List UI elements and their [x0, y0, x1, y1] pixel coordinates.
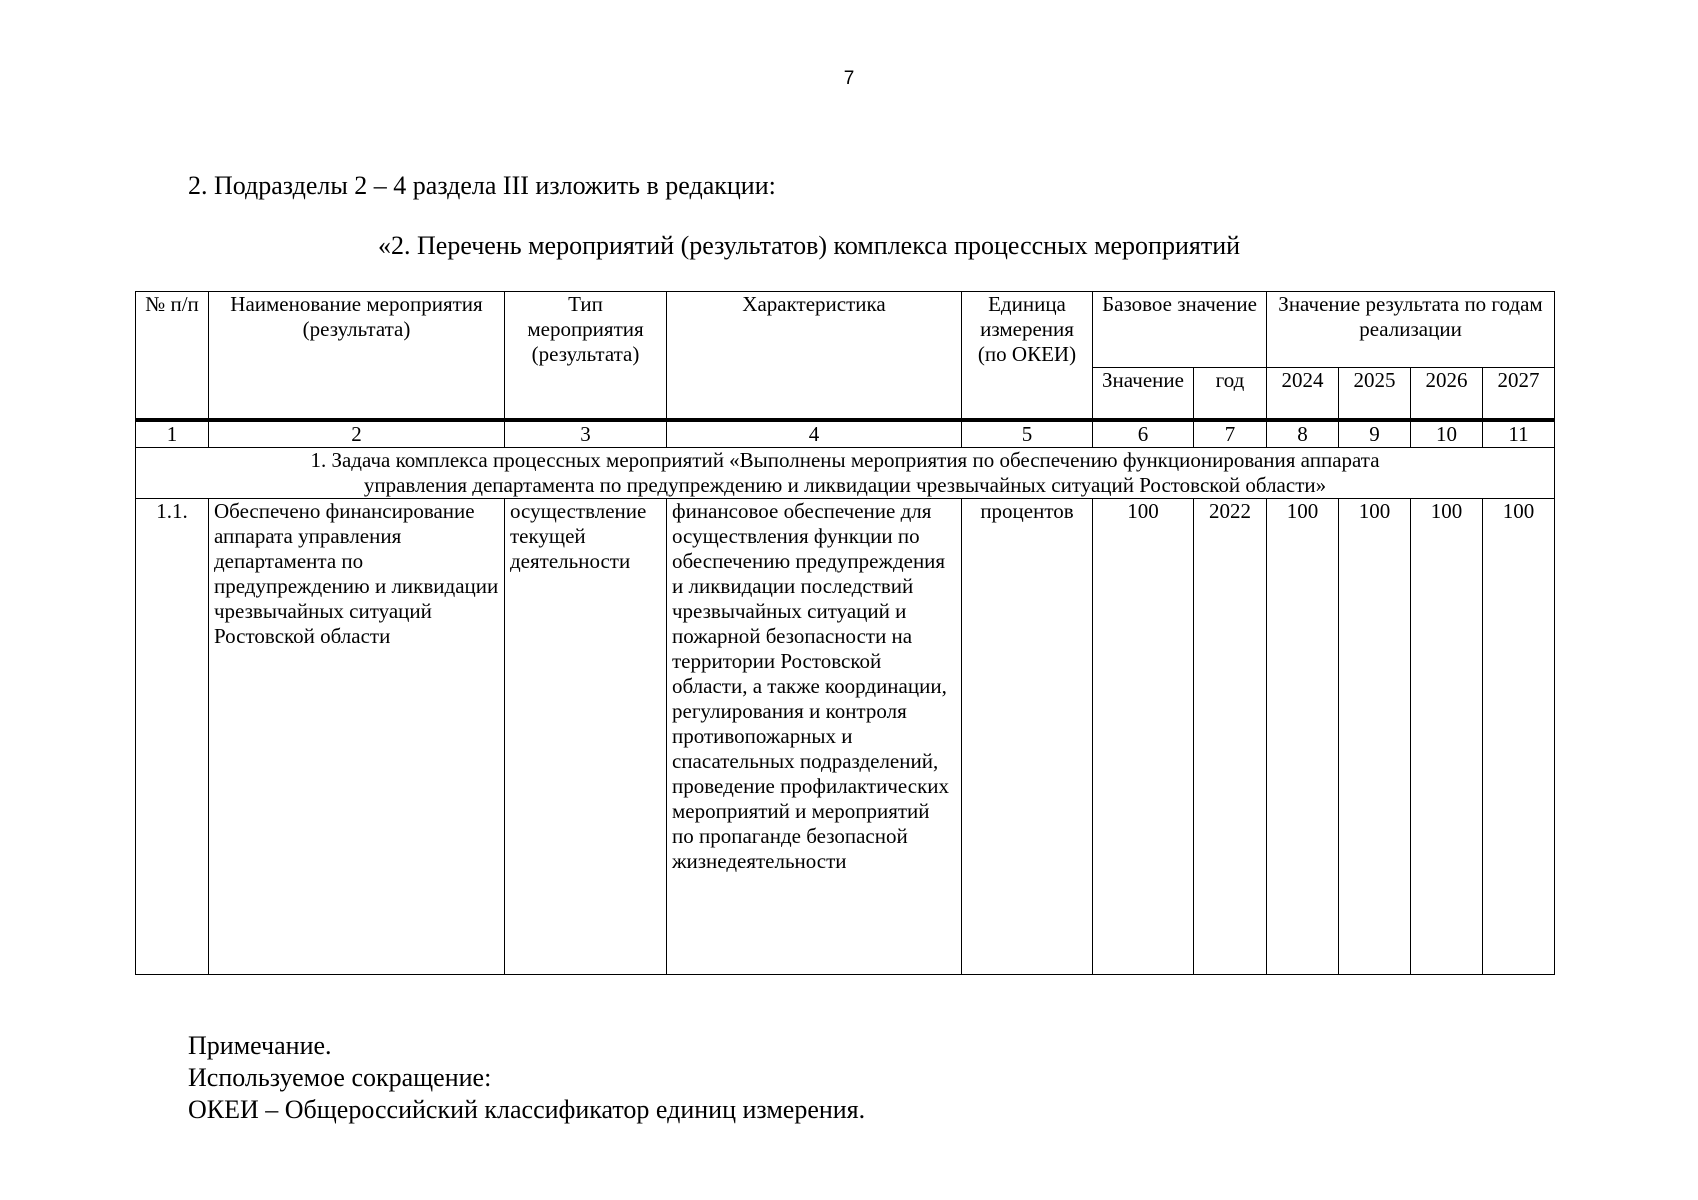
page-number: 7: [843, 68, 855, 89]
column-number-row: [136, 420, 1555, 448]
task-title: 1. Задача комплекса процессных мероприятий «Выполнены мероприятия по обеспечению функционирования аппарата управления департамента по предупреждению и ликвидации чрезвычайных ситуаций Ростовской области»: [136, 448, 1555, 499]
column-number: 3: [505, 420, 667, 448]
column-number: 9: [1339, 420, 1411, 448]
row-value-2025: 100: [1339, 499, 1411, 975]
header-row-1: [136, 292, 1555, 368]
header-year-2024: 2024: [1267, 368, 1339, 421]
row-name: Обеспечено финансирование аппарата управления департамента по предупреждению и ликвидации чрезвычайных ситуаций Ростовской области: [209, 499, 505, 975]
row-unit: процентов: [962, 499, 1093, 975]
column-number: 6: [1093, 420, 1194, 448]
row-num: 1.1.: [136, 499, 209, 975]
header-type: Тип мероприятия (результата): [505, 292, 667, 421]
header-unit: Единица измерения (по ОКЕИ): [962, 292, 1093, 421]
header-result-values: Значение результата по годам реализации: [1267, 292, 1555, 368]
note-abbreviation-label: Используемое сокращение:: [188, 1063, 492, 1092]
column-number: 10: [1411, 420, 1483, 448]
task-row: [136, 448, 1555, 499]
note-title: Примечание.: [188, 1031, 332, 1060]
header-year-2025: 2025: [1339, 368, 1411, 421]
row-value-2026: 100: [1411, 499, 1483, 975]
header-base-value-value: Значение: [1093, 368, 1194, 421]
header-year-2026: 2026: [1411, 368, 1483, 421]
header-num: № п/п: [136, 292, 209, 421]
measures-table: [135, 291, 1555, 975]
header-year-2027: 2027: [1483, 368, 1555, 421]
row-base-year: 2022: [1194, 499, 1267, 975]
note-abbreviation-okei: ОКЕИ – Общероссийский классификатор единиц измерения.: [188, 1095, 866, 1124]
header-base-value-year: год: [1194, 368, 1267, 421]
header-name: Наименование мероприятия (результата): [209, 292, 505, 421]
header-base-value: Базовое значение: [1093, 292, 1267, 368]
row-value-2024: 100: [1267, 499, 1339, 975]
row-type: осуществление текущей деятельности: [505, 499, 667, 975]
column-number: 7: [1194, 420, 1267, 448]
note-block: [188, 1030, 865, 1126]
column-number: 2: [209, 420, 505, 448]
table-row: [136, 499, 1555, 975]
column-number: 11: [1483, 420, 1555, 448]
column-number: 5: [962, 420, 1093, 448]
section-title: «2. Перечень мероприятий (результатов) комплекса процессных мероприятий: [378, 231, 1241, 260]
column-number: 4: [667, 420, 962, 448]
column-number: 8: [1267, 420, 1339, 448]
row-value-2027: 100: [1483, 499, 1555, 975]
intro-text: 2. Подразделы 2 – 4 раздела III изложить в редакции:: [188, 171, 776, 200]
row-characteristic: финансовое обеспечение для осуществления функции по обеспечению предупреждения и ликвидации последствий чрезвычайных ситуаций и пожарной безопасности на территории Ростовской области, а также координации, регулирования и контроля противопожарных и спасательных подразделений, проведение профилактических мероприятий и мероприятий по пропаганде безопасной жизнедеятельности: [667, 499, 962, 975]
row-base-value: 100: [1093, 499, 1194, 975]
header-characteristic: Характеристика: [667, 292, 962, 421]
column-number: 1: [136, 420, 209, 448]
